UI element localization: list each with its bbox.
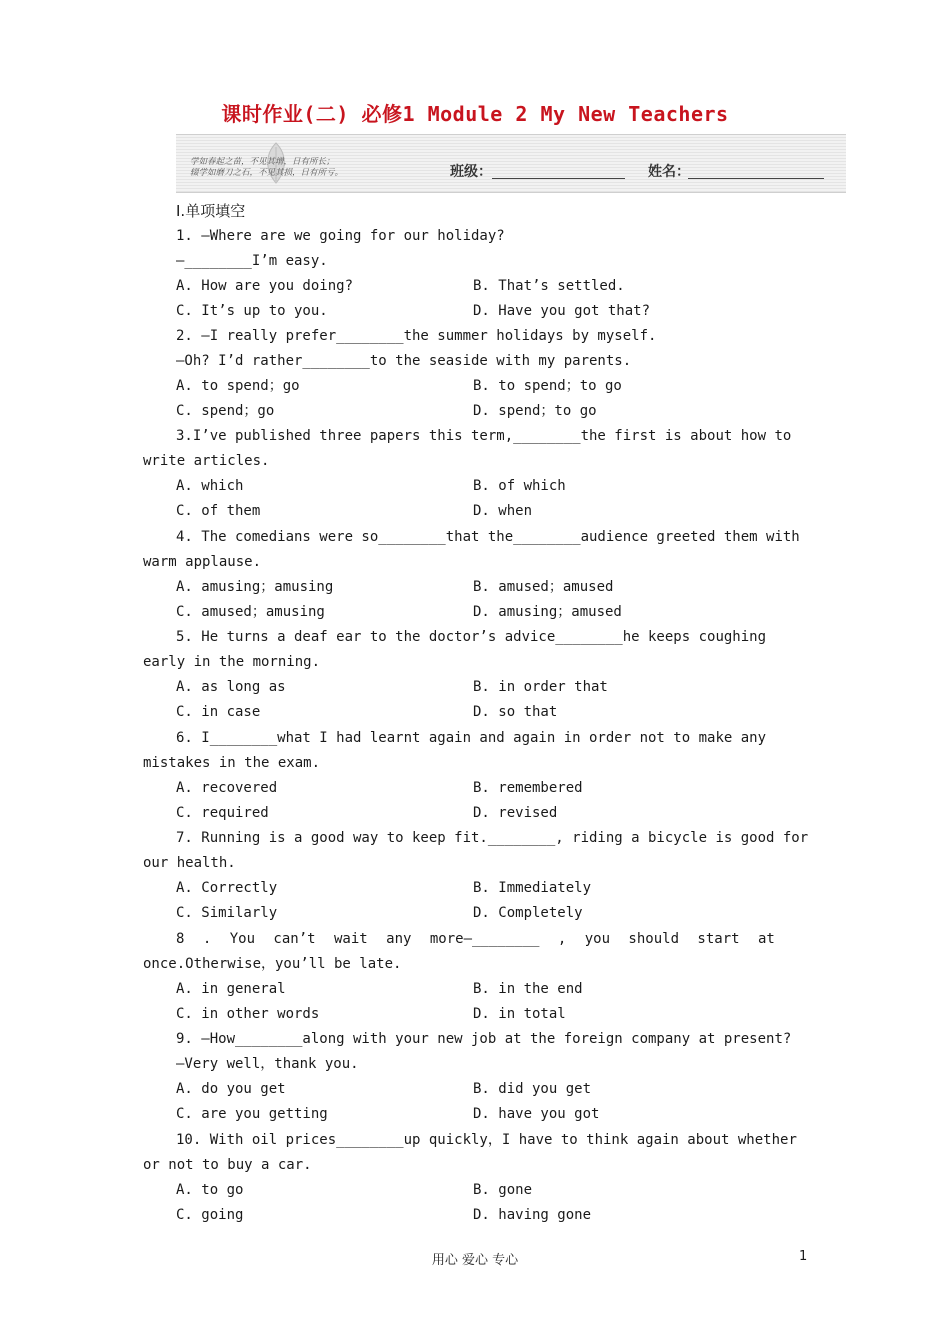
option-c: C. in other words <box>176 1006 320 1022</box>
option-d: D. Completely <box>473 905 583 921</box>
page-title: 课时作业(二) 必修1 Module 2 My New Teachers <box>221 102 729 126</box>
question-line: —________I’m easy. <box>176 253 328 269</box>
question-line: —Oh? I’d rather________to the seaside with my parents. <box>176 353 632 369</box>
question-line: 6. I________what I had learnt again and again in order not to make any <box>176 730 767 746</box>
option-a: A. to go <box>176 1182 244 1198</box>
question-line: 9. —How________along with your new job at the foreign company at present? <box>176 1031 792 1047</box>
option-a: A. in general <box>176 981 286 997</box>
question-line: early in the morning. <box>143 654 321 670</box>
option-a: A. which <box>176 478 244 494</box>
motto-line-2: 辍学如磨刀之石，不见其损，日有所亏。 <box>190 168 344 178</box>
option-c: C. Similarly <box>176 905 278 921</box>
question-line: write articles. <box>143 453 270 469</box>
option-b: B. in the end <box>473 981 583 997</box>
option-c: C. required <box>176 805 269 821</box>
question-line: 1. —Where are we going for our holiday? <box>176 228 505 244</box>
option-c: C. going <box>176 1207 244 1223</box>
question-line: 2. —I really prefer________the summer holidays by myself. <box>176 328 657 344</box>
question-line: our health. <box>143 855 236 871</box>
motto-line-1: 学如春起之苗，不见其增，日有所长； <box>190 157 335 167</box>
question-line: 8 . You can’t wait any more—________ , you should start at <box>176 931 775 947</box>
question-line: mistakes in the exam. <box>143 755 321 771</box>
option-c: C. are you getting <box>176 1106 328 1122</box>
option-d: D. having gone <box>473 1207 592 1223</box>
option-a: A. How are you doing? <box>176 278 354 294</box>
option-d: D. amusing；amused <box>473 604 622 620</box>
option-c: C. in case <box>176 704 261 720</box>
option-a: A. to spend；go <box>176 378 300 394</box>
option-d: D. so that <box>473 704 558 720</box>
section-title: Ⅰ.单项填空 <box>176 202 246 220</box>
question-line: 5. He turns a deaf ear to the doctor’s advice________he keeps coughing <box>176 629 767 645</box>
question-line: —Very well，thank you. <box>176 1056 359 1072</box>
option-d: D. spend；to go <box>473 403 597 419</box>
question-line: 7. Running is a good way to keep fit.________, riding a bicycle is good for <box>176 830 809 846</box>
option-a: A. Correctly <box>176 880 278 896</box>
option-d: D. in total <box>473 1006 566 1022</box>
option-b: B. of which <box>473 478 566 494</box>
motto <box>190 157 343 179</box>
option-b: B. in order that <box>473 679 608 695</box>
option-b: B. to spend；to go <box>473 378 622 394</box>
option-b: B. Immediately <box>473 880 592 896</box>
option-d: D. have you got <box>473 1106 600 1122</box>
option-b: B. gone <box>473 1182 533 1198</box>
option-c: C. amused；amusing <box>176 604 325 620</box>
option-d: D. when <box>473 503 533 519</box>
question-line: or not to buy a car. <box>143 1157 312 1173</box>
class-label: 班级： <box>450 164 492 180</box>
question-line: once.Otherwise，you’ll be late. <box>143 956 402 972</box>
question-line: warm applause. <box>143 554 262 570</box>
option-c: C. spend；go <box>176 403 275 419</box>
option-c: C. It’s up to you. <box>176 303 328 319</box>
name-label: 姓名： <box>648 164 690 180</box>
option-a: A. recovered <box>176 780 278 796</box>
option-a: A. amusing；amusing <box>176 579 334 595</box>
option-b: B. That’s settled. <box>473 278 625 294</box>
option-a: A. do you get <box>176 1081 286 1097</box>
header-banner <box>176 134 846 193</box>
option-b: B. amused；amused <box>473 579 614 595</box>
question-line: 10. With oil prices________up quickly，I have to think again about whether <box>176 1132 797 1148</box>
question-line: 4. The comedians were so________that the________audience greeted them with <box>176 529 800 545</box>
class-field[interactable] <box>492 178 625 179</box>
option-d: D. revised <box>473 805 558 821</box>
page-footer: 用心 爱心 专心 <box>431 1253 519 1268</box>
option-b: B. remembered <box>473 780 583 796</box>
page-number: 1 <box>799 1249 808 1264</box>
option-b: B. did you get <box>473 1081 592 1097</box>
option-d: D. Have you got that? <box>473 303 651 319</box>
name-field[interactable] <box>688 178 824 179</box>
option-c: C. of them <box>176 503 261 519</box>
question-line: 3.I’ve published three papers this term,________the first is about how to <box>176 428 792 444</box>
option-a: A. as long as <box>176 679 286 695</box>
